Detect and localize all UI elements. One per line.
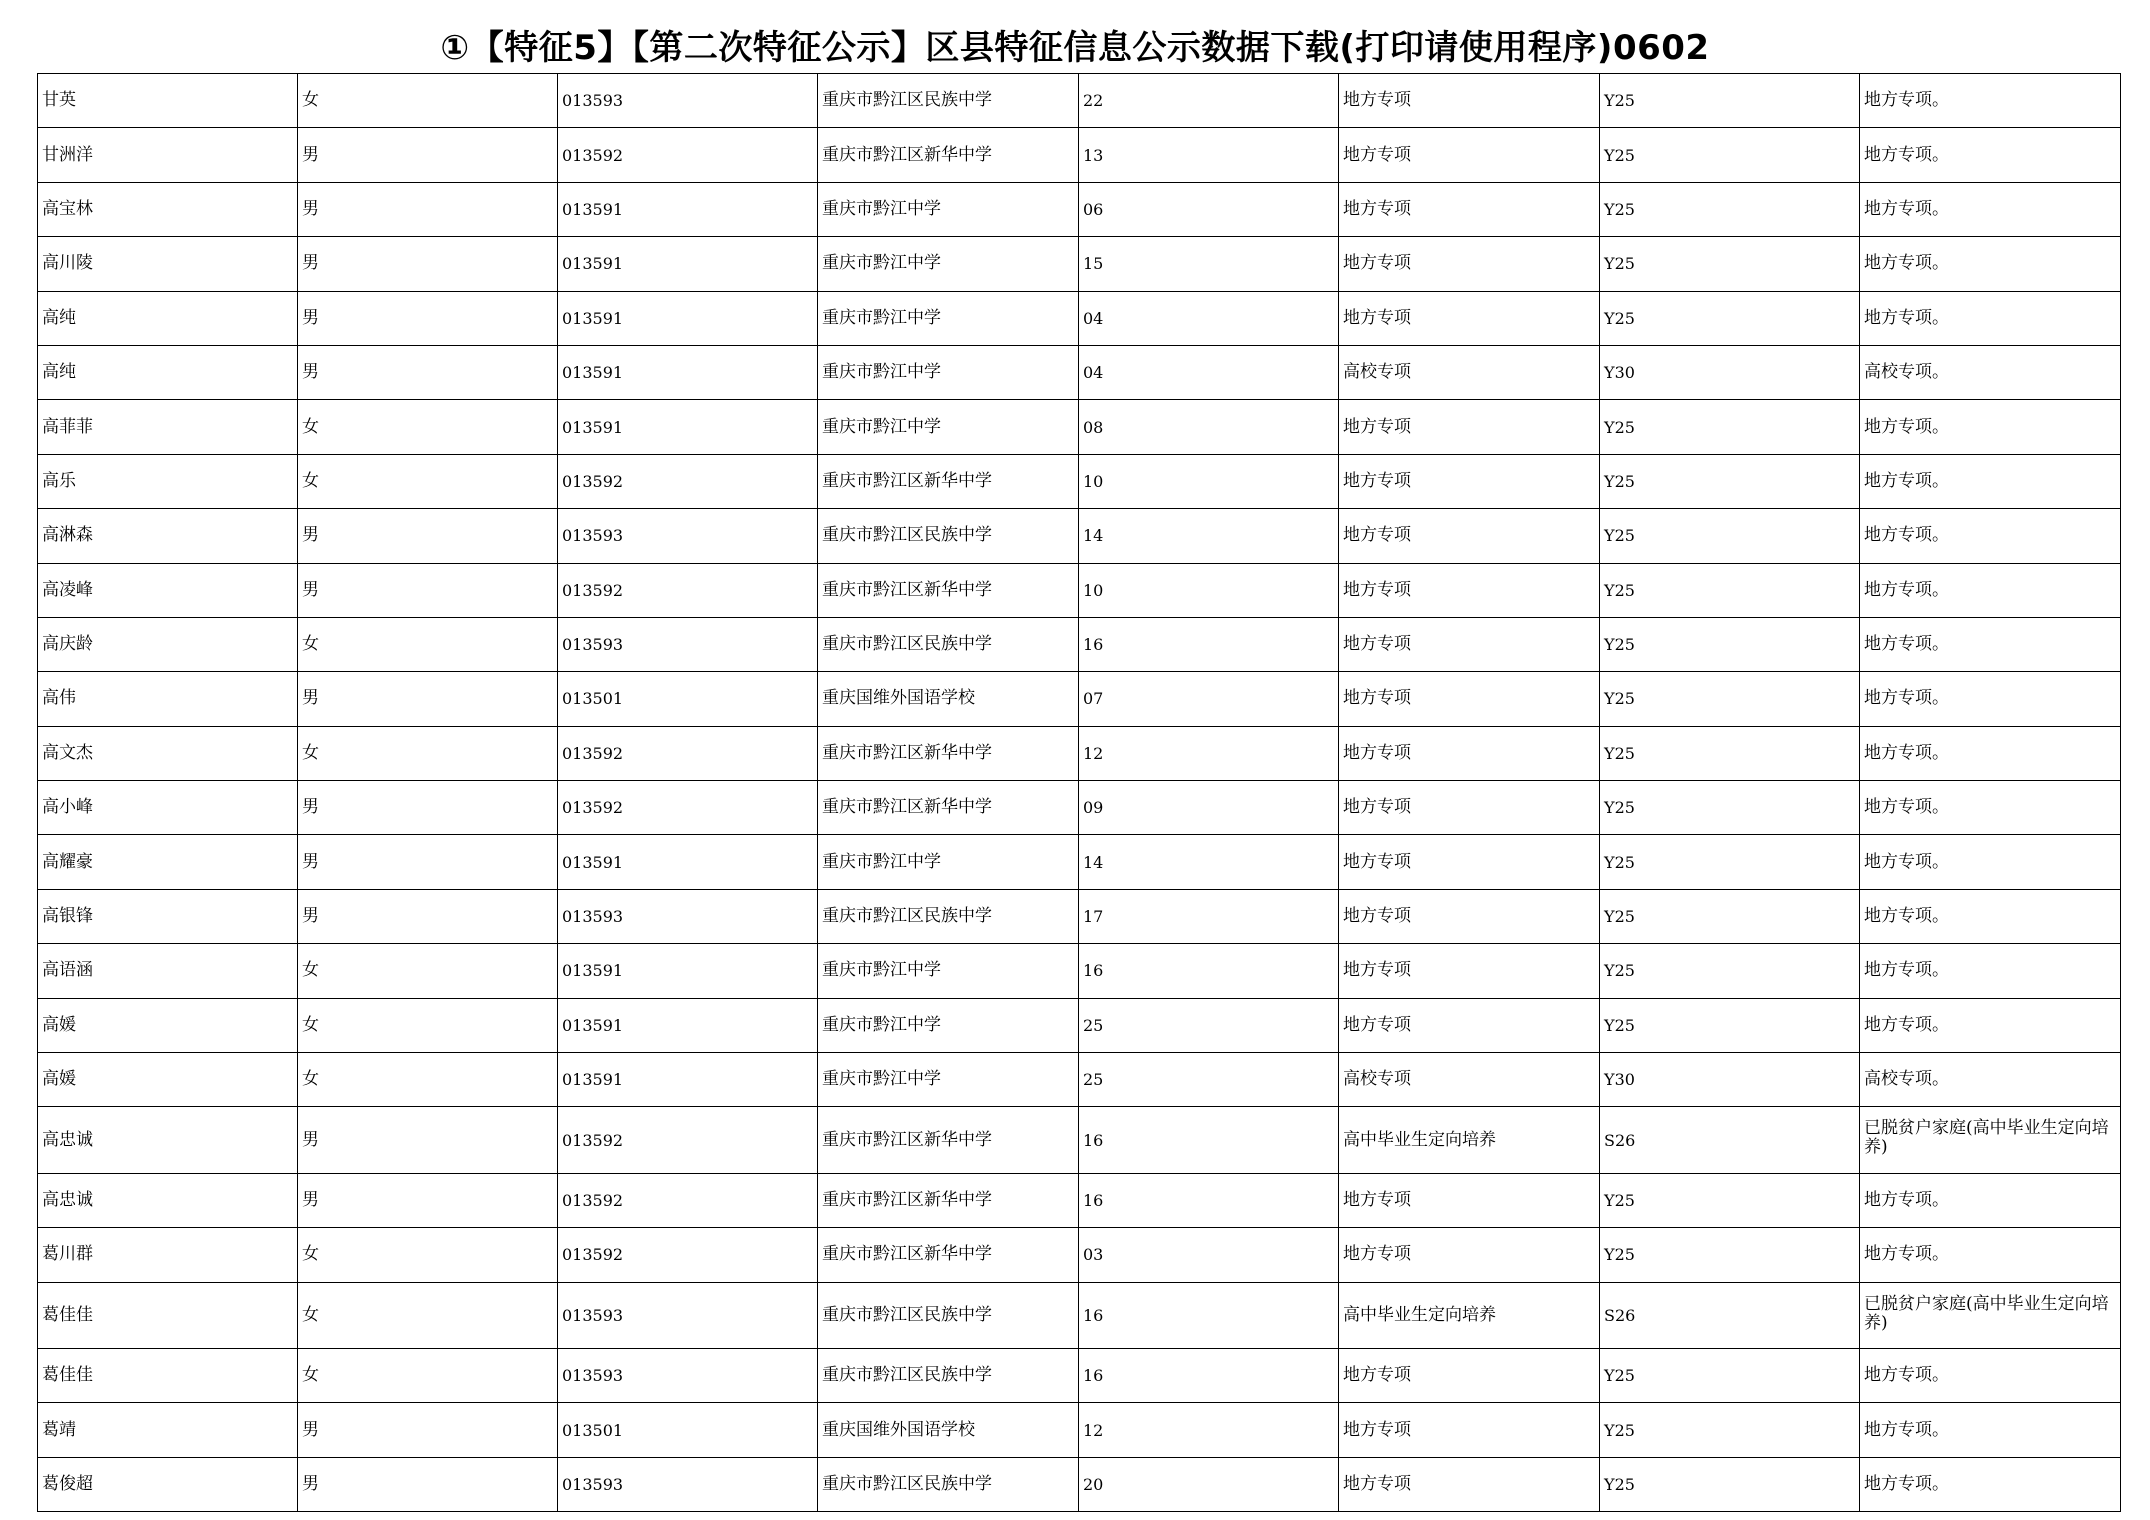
name-cell: 高川陵	[38, 237, 298, 291]
gender-cell: 男	[298, 1403, 558, 1457]
school-cell: 重庆市黔江区新华中学	[818, 726, 1079, 780]
school-cell: 重庆市黔江区新华中学	[818, 128, 1079, 182]
class-cell: 04	[1079, 291, 1339, 345]
item-code-cell: S26	[1600, 1107, 1860, 1173]
school-cell: 重庆市黔江中学	[818, 835, 1079, 889]
table-row	[38, 128, 2121, 182]
class-cell: 25	[1079, 998, 1339, 1052]
code-cell: 013593	[558, 617, 818, 671]
name-cell: 高媛	[38, 998, 298, 1052]
class-cell: 12	[1079, 1403, 1339, 1457]
code-cell: 013593	[558, 509, 818, 563]
gender-cell: 男	[298, 128, 558, 182]
school-cell: 重庆国维外国语学校	[818, 672, 1079, 726]
class-cell: 20	[1079, 1457, 1339, 1511]
class-cell: 10	[1079, 454, 1339, 508]
table-row	[38, 74, 2121, 128]
code-cell: 013591	[558, 400, 818, 454]
remark-cell: 已脱贫户家庭(高中毕业生定向培养)	[1860, 1282, 2121, 1348]
school-cell: 重庆市黔江区民族中学	[818, 617, 1079, 671]
category-cell: 地方专项	[1339, 781, 1600, 835]
gender-cell: 男	[298, 781, 558, 835]
code-cell: 013592	[558, 1107, 818, 1173]
code-cell: 013593	[558, 1457, 818, 1511]
gender-cell: 女	[298, 944, 558, 998]
school-cell: 重庆市黔江区新华中学	[818, 1228, 1079, 1282]
class-cell: 12	[1079, 726, 1339, 780]
school-cell: 重庆国维外国语学校	[818, 1403, 1079, 1457]
gender-cell: 女	[298, 617, 558, 671]
name-cell: 高忠诚	[38, 1107, 298, 1173]
school-cell: 重庆市黔江区新华中学	[818, 563, 1079, 617]
remark-cell: 地方专项。	[1860, 454, 2121, 508]
school-cell: 重庆市黔江区新华中学	[818, 454, 1079, 508]
code-cell: 013592	[558, 563, 818, 617]
code-cell: 013591	[558, 1053, 818, 1107]
name-cell: 高耀豪	[38, 835, 298, 889]
table-row	[38, 1173, 2121, 1227]
name-cell: 高文杰	[38, 726, 298, 780]
code-cell: 013501	[558, 1403, 818, 1457]
item-code-cell: Y25	[1600, 835, 1860, 889]
remark-cell: 地方专项。	[1860, 237, 2121, 291]
category-cell: 地方专项	[1339, 672, 1600, 726]
name-cell: 高菲菲	[38, 400, 298, 454]
item-code-cell: Y25	[1600, 1457, 1860, 1511]
name-cell: 高忠诚	[38, 1173, 298, 1227]
table-row	[38, 781, 2121, 835]
item-code-cell: Y25	[1600, 182, 1860, 236]
name-cell: 高银锋	[38, 889, 298, 943]
school-cell: 重庆市黔江中学	[818, 182, 1079, 236]
code-cell: 013593	[558, 1348, 818, 1402]
remark-cell: 地方专项。	[1860, 182, 2121, 236]
item-code-cell: Y25	[1600, 781, 1860, 835]
gender-cell: 男	[298, 291, 558, 345]
code-cell: 013591	[558, 835, 818, 889]
category-cell: 地方专项	[1339, 889, 1600, 943]
gender-cell: 女	[298, 74, 558, 128]
class-cell: 16	[1079, 1107, 1339, 1173]
remark-cell: 地方专项。	[1860, 726, 2121, 780]
item-code-cell: Y25	[1600, 128, 1860, 182]
item-code-cell: Y25	[1600, 400, 1860, 454]
class-cell: 13	[1079, 128, 1339, 182]
table-row	[38, 889, 2121, 943]
table-row	[38, 1228, 2121, 1282]
name-cell: 甘英	[38, 74, 298, 128]
school-cell: 重庆市黔江中学	[818, 345, 1079, 399]
class-cell: 16	[1079, 617, 1339, 671]
name-cell: 高语涵	[38, 944, 298, 998]
name-cell: 高庆龄	[38, 617, 298, 671]
school-cell: 重庆市黔江中学	[818, 944, 1079, 998]
item-code-cell: Y25	[1600, 454, 1860, 508]
code-cell: 013591	[558, 998, 818, 1052]
category-cell: 地方专项	[1339, 74, 1600, 128]
table-row	[38, 1107, 2121, 1173]
data-table-container	[37, 73, 2120, 1512]
table-row	[38, 1457, 2121, 1511]
name-cell: 高纯	[38, 345, 298, 399]
table-row	[38, 563, 2121, 617]
item-code-cell: Y25	[1600, 726, 1860, 780]
school-cell: 重庆市黔江区民族中学	[818, 509, 1079, 563]
table-row	[38, 1348, 2121, 1402]
gender-cell: 女	[298, 1282, 558, 1348]
code-cell: 013591	[558, 291, 818, 345]
remark-cell: 地方专项。	[1860, 1228, 2121, 1282]
item-code-cell: Y25	[1600, 1228, 1860, 1282]
table-row	[38, 998, 2121, 1052]
gender-cell: 女	[298, 1053, 558, 1107]
category-cell: 地方专项	[1339, 1173, 1600, 1227]
name-cell: 葛佳佳	[38, 1348, 298, 1402]
table-row	[38, 509, 2121, 563]
category-cell: 地方专项	[1339, 1403, 1600, 1457]
item-code-cell: Y25	[1600, 509, 1860, 563]
school-cell: 重庆市黔江中学	[818, 291, 1079, 345]
code-cell: 013592	[558, 128, 818, 182]
school-cell: 重庆市黔江区民族中学	[818, 1457, 1079, 1511]
name-cell: 高小峰	[38, 781, 298, 835]
table-row	[38, 291, 2121, 345]
school-cell: 重庆市黔江区民族中学	[818, 1282, 1079, 1348]
class-cell: 06	[1079, 182, 1339, 236]
remark-cell: 地方专项。	[1860, 1457, 2121, 1511]
remark-cell: 地方专项。	[1860, 509, 2121, 563]
remark-cell: 高校专项。	[1860, 345, 2121, 399]
class-cell: 25	[1079, 1053, 1339, 1107]
category-cell: 地方专项	[1339, 998, 1600, 1052]
class-cell: 04	[1079, 345, 1339, 399]
table-row	[38, 617, 2121, 671]
name-cell: 高伟	[38, 672, 298, 726]
code-cell: 013591	[558, 237, 818, 291]
remark-cell: 地方专项。	[1860, 128, 2121, 182]
item-code-cell: Y25	[1600, 1173, 1860, 1227]
category-cell: 高中毕业生定向培养	[1339, 1107, 1600, 1173]
remark-cell: 地方专项。	[1860, 1173, 2121, 1227]
table-row	[38, 400, 2121, 454]
name-cell: 甘洲洋	[38, 128, 298, 182]
gender-cell: 男	[298, 1173, 558, 1227]
remark-cell: 地方专项。	[1860, 998, 2121, 1052]
code-cell: 013591	[558, 345, 818, 399]
data-table	[37, 73, 2121, 1512]
category-cell: 地方专项	[1339, 237, 1600, 291]
category-cell: 地方专项	[1339, 182, 1600, 236]
table-row	[38, 944, 2121, 998]
table-row	[38, 182, 2121, 236]
remark-cell: 地方专项。	[1860, 291, 2121, 345]
category-cell: 地方专项	[1339, 726, 1600, 780]
class-cell: 08	[1079, 400, 1339, 454]
code-cell: 013592	[558, 1228, 818, 1282]
remark-cell: 已脱贫户家庭(高中毕业生定向培养)	[1860, 1107, 2121, 1173]
class-cell: 16	[1079, 944, 1339, 998]
remark-cell: 地方专项。	[1860, 889, 2121, 943]
remark-cell: 地方专项。	[1860, 617, 2121, 671]
remark-cell: 地方专项。	[1860, 944, 2121, 998]
code-cell: 013593	[558, 1282, 818, 1348]
school-cell: 重庆市黔江区新华中学	[818, 1173, 1079, 1227]
category-cell: 地方专项	[1339, 454, 1600, 508]
item-code-cell: Y25	[1600, 998, 1860, 1052]
gender-cell: 女	[298, 1228, 558, 1282]
name-cell: 高宝林	[38, 182, 298, 236]
school-cell: 重庆市黔江区新华中学	[818, 781, 1079, 835]
gender-cell: 男	[298, 345, 558, 399]
school-cell: 重庆市黔江区民族中学	[818, 74, 1079, 128]
gender-cell: 女	[298, 454, 558, 508]
school-cell: 重庆市黔江区民族中学	[818, 1348, 1079, 1402]
item-code-cell: Y25	[1600, 672, 1860, 726]
table-row	[38, 237, 2121, 291]
remark-cell: 高校专项。	[1860, 1053, 2121, 1107]
table-row	[38, 672, 2121, 726]
gender-cell: 男	[298, 563, 558, 617]
school-cell: 重庆市黔江中学	[818, 237, 1079, 291]
gender-cell: 男	[298, 1457, 558, 1511]
table-body	[38, 74, 2121, 1512]
table-row	[38, 726, 2121, 780]
name-cell: 葛靖	[38, 1403, 298, 1457]
item-code-cell: Y25	[1600, 74, 1860, 128]
item-code-cell: Y25	[1600, 1348, 1860, 1402]
remark-cell: 地方专项。	[1860, 835, 2121, 889]
remark-cell: 地方专项。	[1860, 672, 2121, 726]
category-cell: 地方专项	[1339, 1228, 1600, 1282]
remark-cell: 地方专项。	[1860, 781, 2121, 835]
item-code-cell: Y25	[1600, 563, 1860, 617]
class-cell: 16	[1079, 1173, 1339, 1227]
gender-cell: 男	[298, 509, 558, 563]
code-cell: 013501	[558, 672, 818, 726]
gender-cell: 男	[298, 182, 558, 236]
item-code-cell: Y25	[1600, 1403, 1860, 1457]
remark-cell: 地方专项。	[1860, 1348, 2121, 1402]
remark-cell: 地方专项。	[1860, 74, 2121, 128]
code-cell: 013591	[558, 944, 818, 998]
class-cell: 10	[1079, 563, 1339, 617]
item-code-cell: Y30	[1600, 1053, 1860, 1107]
name-cell: 葛佳佳	[38, 1282, 298, 1348]
category-cell: 地方专项	[1339, 291, 1600, 345]
item-code-cell: Y25	[1600, 291, 1860, 345]
class-cell: 17	[1079, 889, 1339, 943]
school-cell: 重庆市黔江中学	[818, 998, 1079, 1052]
category-cell: 地方专项	[1339, 509, 1600, 563]
gender-cell: 男	[298, 672, 558, 726]
name-cell: 葛俊超	[38, 1457, 298, 1511]
gender-cell: 男	[298, 889, 558, 943]
gender-cell: 女	[298, 998, 558, 1052]
item-code-cell: Y25	[1600, 944, 1860, 998]
category-cell: 地方专项	[1339, 617, 1600, 671]
gender-cell: 女	[298, 726, 558, 780]
class-cell: 03	[1079, 1228, 1339, 1282]
remark-cell: 地方专项。	[1860, 563, 2121, 617]
table-row	[38, 1403, 2121, 1457]
remark-cell: 地方专项。	[1860, 1403, 2121, 1457]
code-cell: 013593	[558, 889, 818, 943]
class-cell: 09	[1079, 781, 1339, 835]
item-code-cell: Y25	[1600, 889, 1860, 943]
name-cell: 高纯	[38, 291, 298, 345]
class-cell: 16	[1079, 1348, 1339, 1402]
gender-cell: 男	[298, 835, 558, 889]
code-cell: 013591	[558, 182, 818, 236]
code-cell: 013592	[558, 781, 818, 835]
category-cell: 高校专项	[1339, 1053, 1600, 1107]
name-cell: 高淋森	[38, 509, 298, 563]
category-cell: 地方专项	[1339, 1457, 1600, 1511]
table-row	[38, 454, 2121, 508]
school-cell: 重庆市黔江中学	[818, 400, 1079, 454]
category-cell: 地方专项	[1339, 835, 1600, 889]
school-cell: 重庆市黔江区新华中学	[818, 1107, 1079, 1173]
category-cell: 地方专项	[1339, 400, 1600, 454]
class-cell: 22	[1079, 74, 1339, 128]
category-cell: 地方专项	[1339, 128, 1600, 182]
name-cell: 高凌峰	[38, 563, 298, 617]
category-cell: 高校专项	[1339, 345, 1600, 399]
table-row	[38, 835, 2121, 889]
class-cell: 14	[1079, 835, 1339, 889]
gender-cell: 女	[298, 400, 558, 454]
gender-cell: 男	[298, 237, 558, 291]
class-cell: 15	[1079, 237, 1339, 291]
category-cell: 高中毕业生定向培养	[1339, 1282, 1600, 1348]
item-code-cell: Y30	[1600, 345, 1860, 399]
name-cell: 葛川群	[38, 1228, 298, 1282]
item-code-cell: S26	[1600, 1282, 1860, 1348]
class-cell: 16	[1079, 1282, 1339, 1348]
class-cell: 14	[1079, 509, 1339, 563]
code-cell: 013592	[558, 454, 818, 508]
school-cell: 重庆市黔江区民族中学	[818, 889, 1079, 943]
name-cell: 高媛	[38, 1053, 298, 1107]
table-row	[38, 1282, 2121, 1348]
code-cell: 013593	[558, 74, 818, 128]
page-title: ①【特征5】【第二次特征公示】区县特征信息公示数据下载(打印请使用程序)0602	[440, 28, 1710, 68]
school-cell: 重庆市黔江中学	[818, 1053, 1079, 1107]
category-cell: 地方专项	[1339, 1348, 1600, 1402]
code-cell: 013592	[558, 726, 818, 780]
gender-cell: 女	[298, 1348, 558, 1402]
name-cell: 高乐	[38, 454, 298, 508]
table-row	[38, 345, 2121, 399]
table-row	[38, 1053, 2121, 1107]
class-cell: 07	[1079, 672, 1339, 726]
item-code-cell: Y25	[1600, 237, 1860, 291]
gender-cell: 男	[298, 1107, 558, 1173]
remark-cell: 地方专项。	[1860, 400, 2121, 454]
item-code-cell: Y25	[1600, 617, 1860, 671]
code-cell: 013592	[558, 1173, 818, 1227]
category-cell: 地方专项	[1339, 944, 1600, 998]
category-cell: 地方专项	[1339, 563, 1600, 617]
